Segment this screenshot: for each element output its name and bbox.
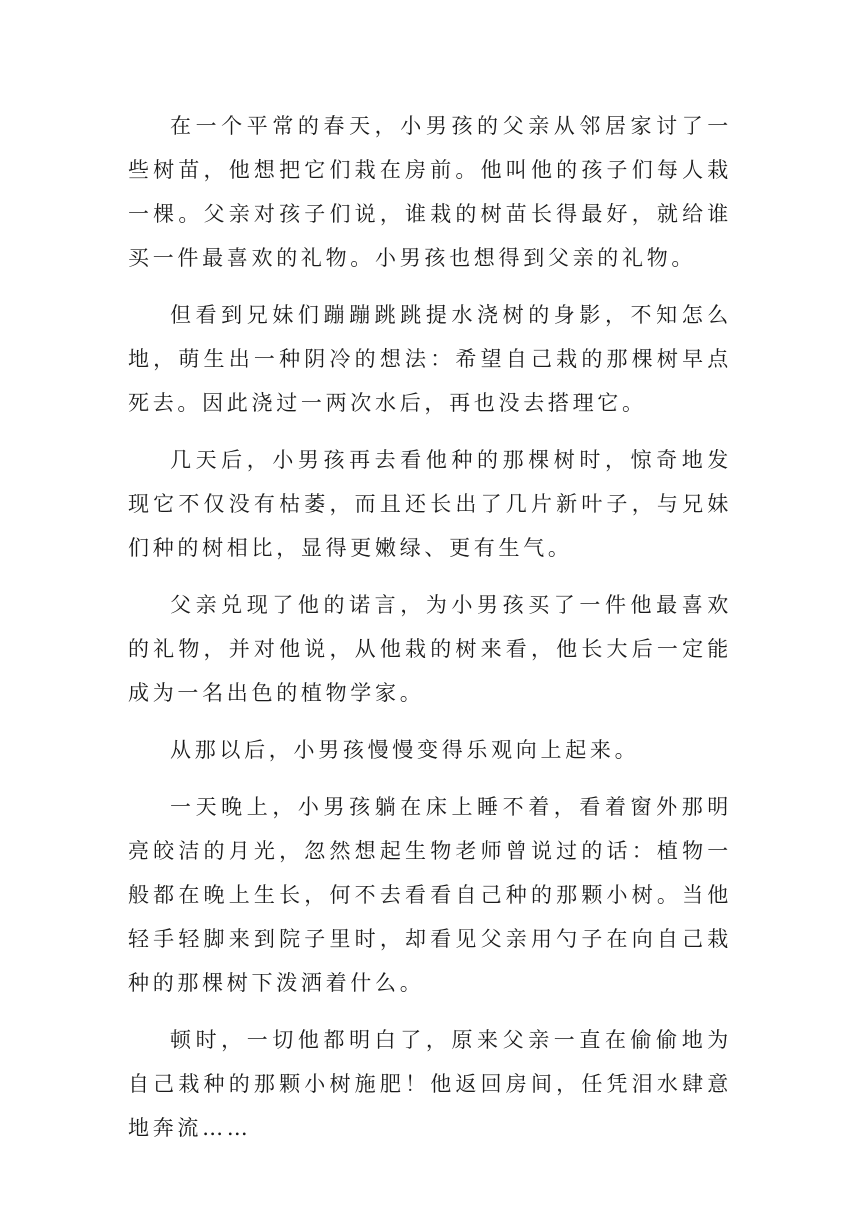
paragraph-5: 从那以后，小男孩慢慢变得乐观向上起来。 — [170, 738, 640, 762]
paragraph-4: 父亲兑现了他的诺言，为小男孩买了一件他最喜欢的礼物，并对他说，从他栽的树来看，他长大后一定能成为一名出色的植物学家。 — [128, 593, 732, 705]
paragraph-7: 顿时，一切他都明白了，原来父亲一直在偷偷地为自己栽种的那颗小树施肥！他返回房间，任凭泪水肆意地奔流…… — [128, 1028, 732, 1140]
paragraph-1: 在一个平常的春天，小男孩的父亲从邻居家讨了一些树苗，他想把它们栽在房前。他叫他的孩子们每人栽一棵。父亲对孩子们说，谁栽的树苗长得最好，就给谁买一件最喜欢的礼物。小男孩也想得到父亲的礼物。 — [128, 114, 732, 270]
paragraph-6: 一天晚上，小男孩躺在床上睡不着，看着窗外那明亮皎洁的月光，忽然想起生物老师曾说过的话：植物一般都在晚上生长，何不去看看自己种的那颗小树。当他轻手轻脚来到院子里时，却看见父亲用勺子在向自己栽种的那棵树下泼洒着什么。 — [128, 795, 732, 995]
paragraph-2: 但看到兄妹们蹦蹦跳跳提水浇树的身影，不知怎么地，萌生出一种阴冷的想法：希望自己栽的那棵树早点死去。因此浇过一两次水后，再也没去搭理它。 — [128, 303, 732, 415]
document-body — [128, 104, 732, 1163]
paragraph-3: 几天后，小男孩再去看他种的那棵树时，惊奇地发现它不仅没有枯萎，而且还长出了几片新叶子，与兄妹们种的树相比，显得更嫩绿、更有生气。 — [128, 448, 732, 560]
